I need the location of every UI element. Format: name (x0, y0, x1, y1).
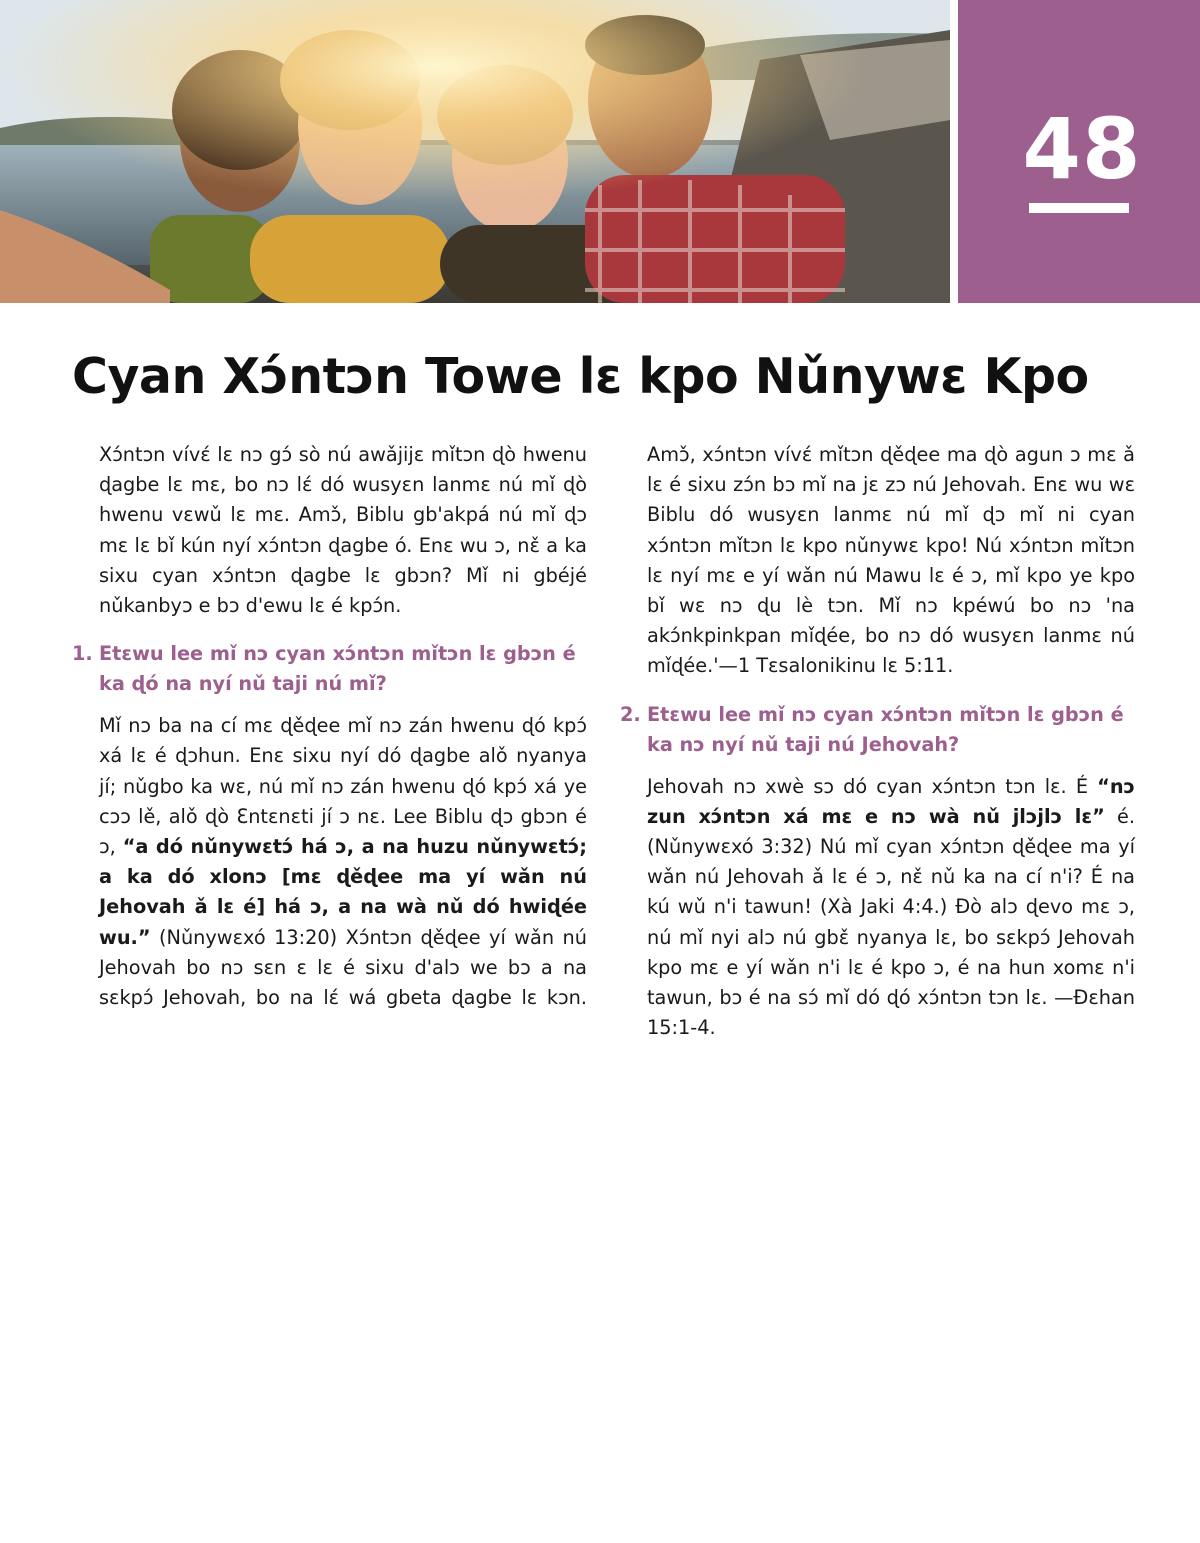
question-1 (72, 639, 587, 699)
answer-1-text-a: Mǐ nɔ ba na cí mɛ ɖěɖee mǐ nɔ zán hwenu ɖó kpɔ́ xá lɛ é ɖɔhun. Enɛ sixu nyí dó ɖagbe alǒ nyanya jí; nǔgbo ka wɛ, nú mǐ nɔ zán hwenu ɖó kpɔ́ xá ye cɔɔ lě, alǒ ɖò Ɛntɛnɛti jí ɔ nɛ. Lee Biblu ɖɔ gbɔn é ɔ, (99, 714, 587, 859)
answer-2-text-b: é. (Nǔnywɛxó 3:32) Nú mǐ cyan xɔ́ntɔn ɖěɖee ma yí wǎn nú Jehovah ǎ lɛ é ɔ, nɛ̌ nǔ ka na cí n'i? É na kú wǔ n'i tawun! (Xà Jaki 4:4.) Ðò alɔ ɖevo mɛ ɔ, nú mǐ nyi alɔ nú gbɛ̌ nyanya lɛ, bo sɛkpɔ́ Jehovah kpo mɛ e yí wǎn n'i lɛ é kpo ɔ, é na hun xomɛ n'i tawun, bɔ é na sɔ́ mǐ dó ɖó xɔ́ntɔn tɔn lɛ. —Ðɛhan 15:1-4. (647, 804, 1135, 1040)
question-1-number: 1. (72, 642, 93, 666)
answer-1-text-b: (Nǔnywɛxó 13:20) Xɔ́ntɔn ɖěɖee yí wǎn nú Jehovah bo nɔ sɛn ɛ lɛ é sixu d'alɔ we bɔ a na sɛkpɔ́ Jehovah, bo na lɛ́ wá gbeta ɖagbe lɛ kɔn. (99, 925, 587, 1010)
answer-2-paragraph (620, 772, 1135, 1044)
question-2 (620, 700, 1135, 760)
answer-1-quote: “a dó nǔnywɛtɔ́ há ɔ, a na huzu nǔnywɛtɔ́; a ka dó xlonɔ [mɛ ɖěɖee ma yí wǎn nú Jehovah ǎ lɛ é] há ɔ, a na wà nǔ dó hwiɖée wu.” (99, 835, 587, 949)
left-column (72, 440, 587, 1013)
chapter-number: 48 (1022, 100, 1142, 198)
chapter-underline (1029, 203, 1129, 213)
answer-1-paragraph (72, 711, 587, 1013)
question-2-number: 2. (620, 702, 641, 726)
friends-selfie-illustration (0, 0, 950, 303)
answer-2-quote: “nɔ zun xɔ́ntɔn xá mɛ e nɔ wà nǔ jlɔjlɔ lɛ” (647, 774, 1135, 828)
intro-paragraph: Xɔ́ntɔn vívɛ́ lɛ nɔ gɔ́ sò nú awǎjijɛ mǐtɔn ɖò hwenu ɖagbe lɛ mɛ, bo nɔ lɛ́ dó wusyɛn lanmɛ nú mǐ ɖò hwenu vɛwǔ lɛ mɛ. Amɔ̌, Biblu gb'akpá nú mǐ ɖɔ mɛ lɛ bǐ kún nyí xɔ́ntɔn ɖagbe ó. Enɛ wu ɔ, nɛ̌ a ka sixu cyan xɔ́ntɔn ɖagbe lɛ gbɔn? Mǐ ni gbéjé nǔkanbyɔ e bɔ d'ewu lɛ é kpɔ́n. (99, 443, 587, 618)
chapter-badge (958, 0, 1200, 303)
right-column (620, 440, 1135, 1043)
answer-1-continued: Amɔ̌, xɔ́ntɔn vívɛ́ mǐtɔn ɖěɖee ma ɖò agun ɔ mɛ ǎ lɛ é sixu zɔ́n bɔ mǐ na jɛ zɔ nú Jehovah. Enɛ wu wɛ Biblu dó wusyɛn lanmɛ nú mǐ ɖɔ mǐ ni cyan xɔ́ntɔn mǐtɔn lɛ kpo nǔnywɛ kpo! Nú xɔ́ntɔn mǐtɔn lɛ nyí mɛ e yí wǎn nú Mawu lɛ é ɔ, mǐ kpo ye kpo bǐ wɛ nɔ ɖu lè tɔn. Mǐ nɔ kpéwú bo nɔ 'na akɔ́nkpinkpan mǐɖée, bo nɔ dó wusyɛn lanmɛ nú mǐɖée.'—1 Tɛsalonikinu lɛ 5:11. (647, 443, 1135, 678)
answer-2-text-a: Jehovah nɔ xwè sɔ dó cyan xɔ́ntɔn tɔn lɛ. É (647, 774, 1098, 798)
page-title: Cyan Xɔ́ntɔn Towe lɛ kpo Nǔnywɛ Kpo (72, 348, 1089, 405)
hero-photo (0, 0, 950, 303)
question-1-text: Etɛwu lee mǐ nɔ cyan xɔ́ntɔn mǐtɔn lɛ gbɔn é ka ɖó na nyí nǔ taji nú mǐ? (99, 642, 576, 696)
question-2-text: Etɛwu lee mǐ nɔ cyan xɔ́ntɔn mǐtɔn lɛ gbɔn é ka nɔ nyí nǔ taji nú Jehovah? (647, 702, 1124, 756)
